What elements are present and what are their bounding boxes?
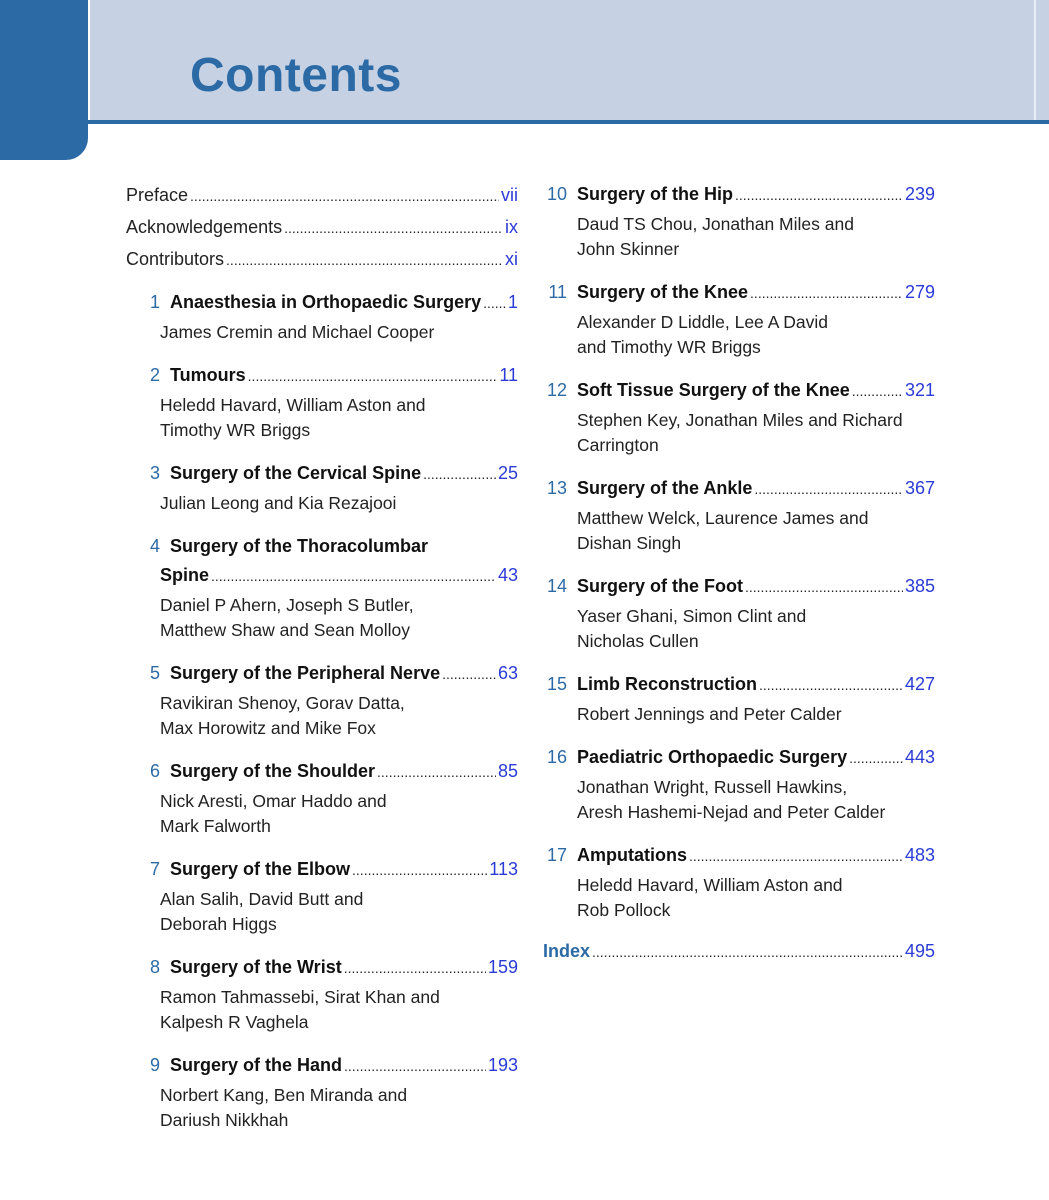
- author-line: and Timothy WR Briggs: [577, 337, 761, 357]
- author-line: Robert Jennings and Peter Calder: [577, 704, 842, 724]
- author-line: Deborah Higgs: [160, 914, 277, 934]
- leader-dots: [745, 573, 903, 602]
- chapter-number: 1: [149, 292, 160, 312]
- author-line: Matthew Welck, Laurence James and: [577, 508, 869, 528]
- toc-chapter[interactable]: [126, 659, 518, 741]
- leader-dots: [592, 938, 903, 967]
- toc-chapter[interactable]: [126, 361, 518, 443]
- leader-dots: [849, 744, 903, 773]
- chapter-authors: [126, 593, 518, 643]
- page-number[interactable]: 85: [497, 761, 518, 781]
- author-line: Norbert Kang, Ben Miranda and: [160, 1085, 408, 1105]
- leader-dots: [483, 289, 506, 318]
- author-line: Aresh Hashemi-Nejad and Peter Calder: [577, 802, 886, 822]
- chapter-title: Surgery of the Ankle: [577, 478, 753, 498]
- toc-chapter[interactable]: [543, 278, 935, 360]
- chapter-authors: [543, 506, 935, 556]
- leader-dots: [344, 954, 486, 983]
- chapter-number: 15: [546, 674, 567, 694]
- chapter-title: Surgery of the Knee: [577, 282, 749, 302]
- author-line: Heledd Havard, William Aston and: [160, 395, 426, 415]
- author-line: Ramon Tahmassebi, Sirat Khan and: [160, 987, 440, 1007]
- author-line: Nick Aresti, Omar Haddo and: [160, 791, 387, 811]
- entry-label: Acknowledgements: [126, 217, 283, 237]
- page-number[interactable]: 25: [497, 463, 518, 483]
- chapter-number: 16: [546, 747, 567, 767]
- chapter-number: 2: [149, 365, 160, 385]
- toc-chapter[interactable]: [543, 743, 935, 825]
- chapter-authors: [543, 775, 935, 825]
- chapter-number: 5: [149, 663, 160, 683]
- author-line: Dishan Singh: [577, 533, 682, 553]
- page-number[interactable]: 63: [497, 663, 518, 683]
- toc-left-column: [126, 180, 518, 1153]
- author-line: Yaser Ghani, Simon Clint and: [577, 606, 807, 626]
- chapter-authors: [543, 873, 935, 923]
- author-line: Julian Leong and Kia Rezajooi: [160, 493, 397, 513]
- chapter-number: 9: [149, 1055, 160, 1075]
- toc-chapter[interactable]: [543, 572, 935, 654]
- chapter-number: 13: [546, 478, 567, 498]
- chapter-authors: [543, 310, 935, 360]
- chapter-number: 3: [149, 463, 160, 483]
- leader-dots: [284, 213, 503, 244]
- leader-dots: [248, 362, 498, 391]
- chapter-authors: [126, 887, 518, 937]
- page-title: Contents: [190, 49, 402, 102]
- chapter-number: 17: [546, 845, 567, 865]
- page-number[interactable]: 43: [497, 565, 518, 585]
- author-line: Nicholas Cullen: [577, 631, 699, 651]
- leader-dots: [344, 1052, 486, 1081]
- chapter-title: Surgery of the Peripheral Nerve: [170, 663, 441, 683]
- chapter-authors: [543, 408, 935, 458]
- chapter-number: 8: [149, 957, 160, 977]
- author-line: Matthew Shaw and Sean Molloy: [160, 620, 410, 640]
- entry-label: Contributors: [126, 249, 225, 269]
- chapter-title: Tumours: [170, 365, 246, 385]
- toc-entry-contributors[interactable]: [126, 244, 518, 276]
- page-number[interactable]: ix: [505, 217, 518, 237]
- toc-entry-preface[interactable]: [126, 180, 518, 212]
- toc-chapter[interactable]: [126, 459, 518, 516]
- page-number[interactable]: vii: [501, 185, 518, 205]
- author-line: Timothy WR Briggs: [160, 420, 311, 440]
- chapter-title: Surgery of the Thoracolumbar: [170, 536, 429, 556]
- author-line: Alexander D Liddle, Lee A David: [577, 312, 828, 332]
- author-line: Max Horowitz and Mike Fox: [160, 718, 376, 738]
- leader-dots: [750, 279, 903, 308]
- chapter-title: Surgery of the Foot: [577, 576, 743, 596]
- chapter-authors: [543, 212, 935, 262]
- author-line: Kalpesh R Vaghela: [160, 1012, 309, 1032]
- toc-chapter[interactable]: [126, 953, 518, 1035]
- toc-chapter[interactable]: [543, 670, 935, 727]
- toc-entry-acknowledgements[interactable]: [126, 212, 518, 244]
- toc-chapter[interactable]: [543, 841, 935, 923]
- toc-chapter[interactable]: [126, 1051, 518, 1133]
- leader-dots: [377, 758, 496, 787]
- chapter-title-continued: Spine: [160, 565, 210, 585]
- author-line: Mark Falworth: [160, 816, 271, 836]
- author-line: James Cremin and Michael Cooper: [160, 322, 435, 342]
- toc-chapter[interactable]: [126, 855, 518, 937]
- chapter-title: Surgery of the Elbow: [170, 859, 351, 879]
- toc-chapter[interactable]: [126, 757, 518, 839]
- author-line: Ravikiran Shenoy, Gorav Datta,: [160, 693, 405, 713]
- leader-dots: [852, 377, 903, 406]
- author-line: Daud TS Chou, Jonathan Miles and: [577, 214, 854, 234]
- toc-chapter[interactable]: [126, 532, 518, 643]
- author-line: Jonathan Wright, Russell Hawkins,: [577, 777, 848, 797]
- chapter-title: Surgery of the Shoulder: [170, 761, 376, 781]
- chapter-authors: [126, 491, 518, 516]
- chapter-number: 14: [546, 576, 567, 596]
- leader-dots: [211, 562, 496, 591]
- author-line: Daniel P Ahern, Joseph S Butler,: [160, 595, 414, 615]
- chapter-authors: [126, 985, 518, 1035]
- page-number[interactable]: 193: [487, 1055, 518, 1075]
- author-line: Stephen Key, Jonathan Miles and Richard: [577, 410, 903, 430]
- chapter-title: Amputations: [577, 845, 687, 865]
- page-number[interactable]: 321: [904, 380, 935, 400]
- chapter-number: 6: [149, 761, 160, 781]
- chapter-title: Surgery of the Cervical Spine: [170, 463, 422, 483]
- toc-right-column: [543, 180, 935, 967]
- leader-dots: [352, 856, 487, 885]
- chapter-title: Soft Tissue Surgery of the Knee: [577, 380, 850, 400]
- chapter-title: Surgery of the Hip: [577, 184, 734, 204]
- page-number[interactable]: xi: [505, 249, 518, 269]
- toc-chapter[interactable]: [543, 376, 935, 458]
- front-matter: [126, 180, 518, 276]
- entry-label: Preface: [126, 185, 189, 205]
- author-line: Rob Pollock: [577, 900, 671, 920]
- chapter-authors: [126, 691, 518, 741]
- page-number[interactable]: 385: [904, 576, 935, 596]
- leader-dots: [735, 181, 903, 210]
- author-line: Heledd Havard, William Aston and: [577, 875, 843, 895]
- leader-dots: [759, 671, 903, 700]
- chapter-title: Paediatric Orthopaedic Surgery: [577, 747, 848, 767]
- index-label: Index: [543, 941, 591, 961]
- page-number[interactable]: 483: [904, 845, 935, 865]
- chapter-number: 11: [548, 282, 567, 302]
- header-rule: [88, 120, 1049, 124]
- toc-chapter[interactable]: [126, 288, 518, 345]
- page-number[interactable]: 279: [904, 282, 935, 302]
- leader-dots: [689, 842, 903, 871]
- chapter-authors: [126, 320, 518, 345]
- chapter-authors: [543, 702, 935, 727]
- author-line: Alan Salih, David Butt and: [160, 889, 364, 909]
- toc-chapter[interactable]: [543, 474, 935, 556]
- header-tab: [0, 0, 88, 160]
- chapter-authors: [126, 1083, 518, 1133]
- chapter-number: 4: [149, 536, 160, 556]
- chapter-authors: [126, 789, 518, 839]
- page-number[interactable]: 159: [487, 957, 518, 977]
- chapter-title: Anaesthesia in Orthopaedic Surgery: [170, 292, 482, 312]
- toc-chapter[interactable]: [543, 180, 935, 262]
- header-edge-line: [1034, 0, 1036, 122]
- chapter-number: 10: [546, 184, 567, 204]
- chapter-number: 7: [149, 859, 160, 879]
- chapter-title: Limb Reconstruction: [577, 674, 758, 694]
- leader-dots: [754, 475, 903, 504]
- chapter-authors: [543, 604, 935, 654]
- chapter-number: 12: [546, 380, 567, 400]
- page-number[interactable]: 1: [507, 292, 518, 312]
- page-number[interactable]: 239: [904, 184, 935, 204]
- author-line: John Skinner: [577, 239, 680, 259]
- leader-dots: [226, 245, 503, 276]
- page-number[interactable]: 427: [904, 674, 935, 694]
- author-line: Carrington: [577, 435, 659, 455]
- leader-dots: [442, 660, 496, 689]
- chapter-title: Surgery of the Wrist: [170, 957, 342, 977]
- page-number[interactable]: 367: [904, 478, 935, 498]
- author-line: Dariush Nikkhah: [160, 1110, 289, 1130]
- toc-entry-index[interactable]: [543, 937, 935, 967]
- chapter-authors: [126, 393, 518, 443]
- leader-dots: [423, 460, 496, 489]
- page-number[interactable]: 443: [904, 747, 935, 767]
- leader-dots: [190, 181, 499, 212]
- page-number[interactable]: 11: [499, 365, 518, 385]
- page-number[interactable]: 113: [489, 859, 518, 879]
- chapter-title: Surgery of the Hand: [170, 1055, 343, 1075]
- page-number[interactable]: 495: [904, 941, 935, 961]
